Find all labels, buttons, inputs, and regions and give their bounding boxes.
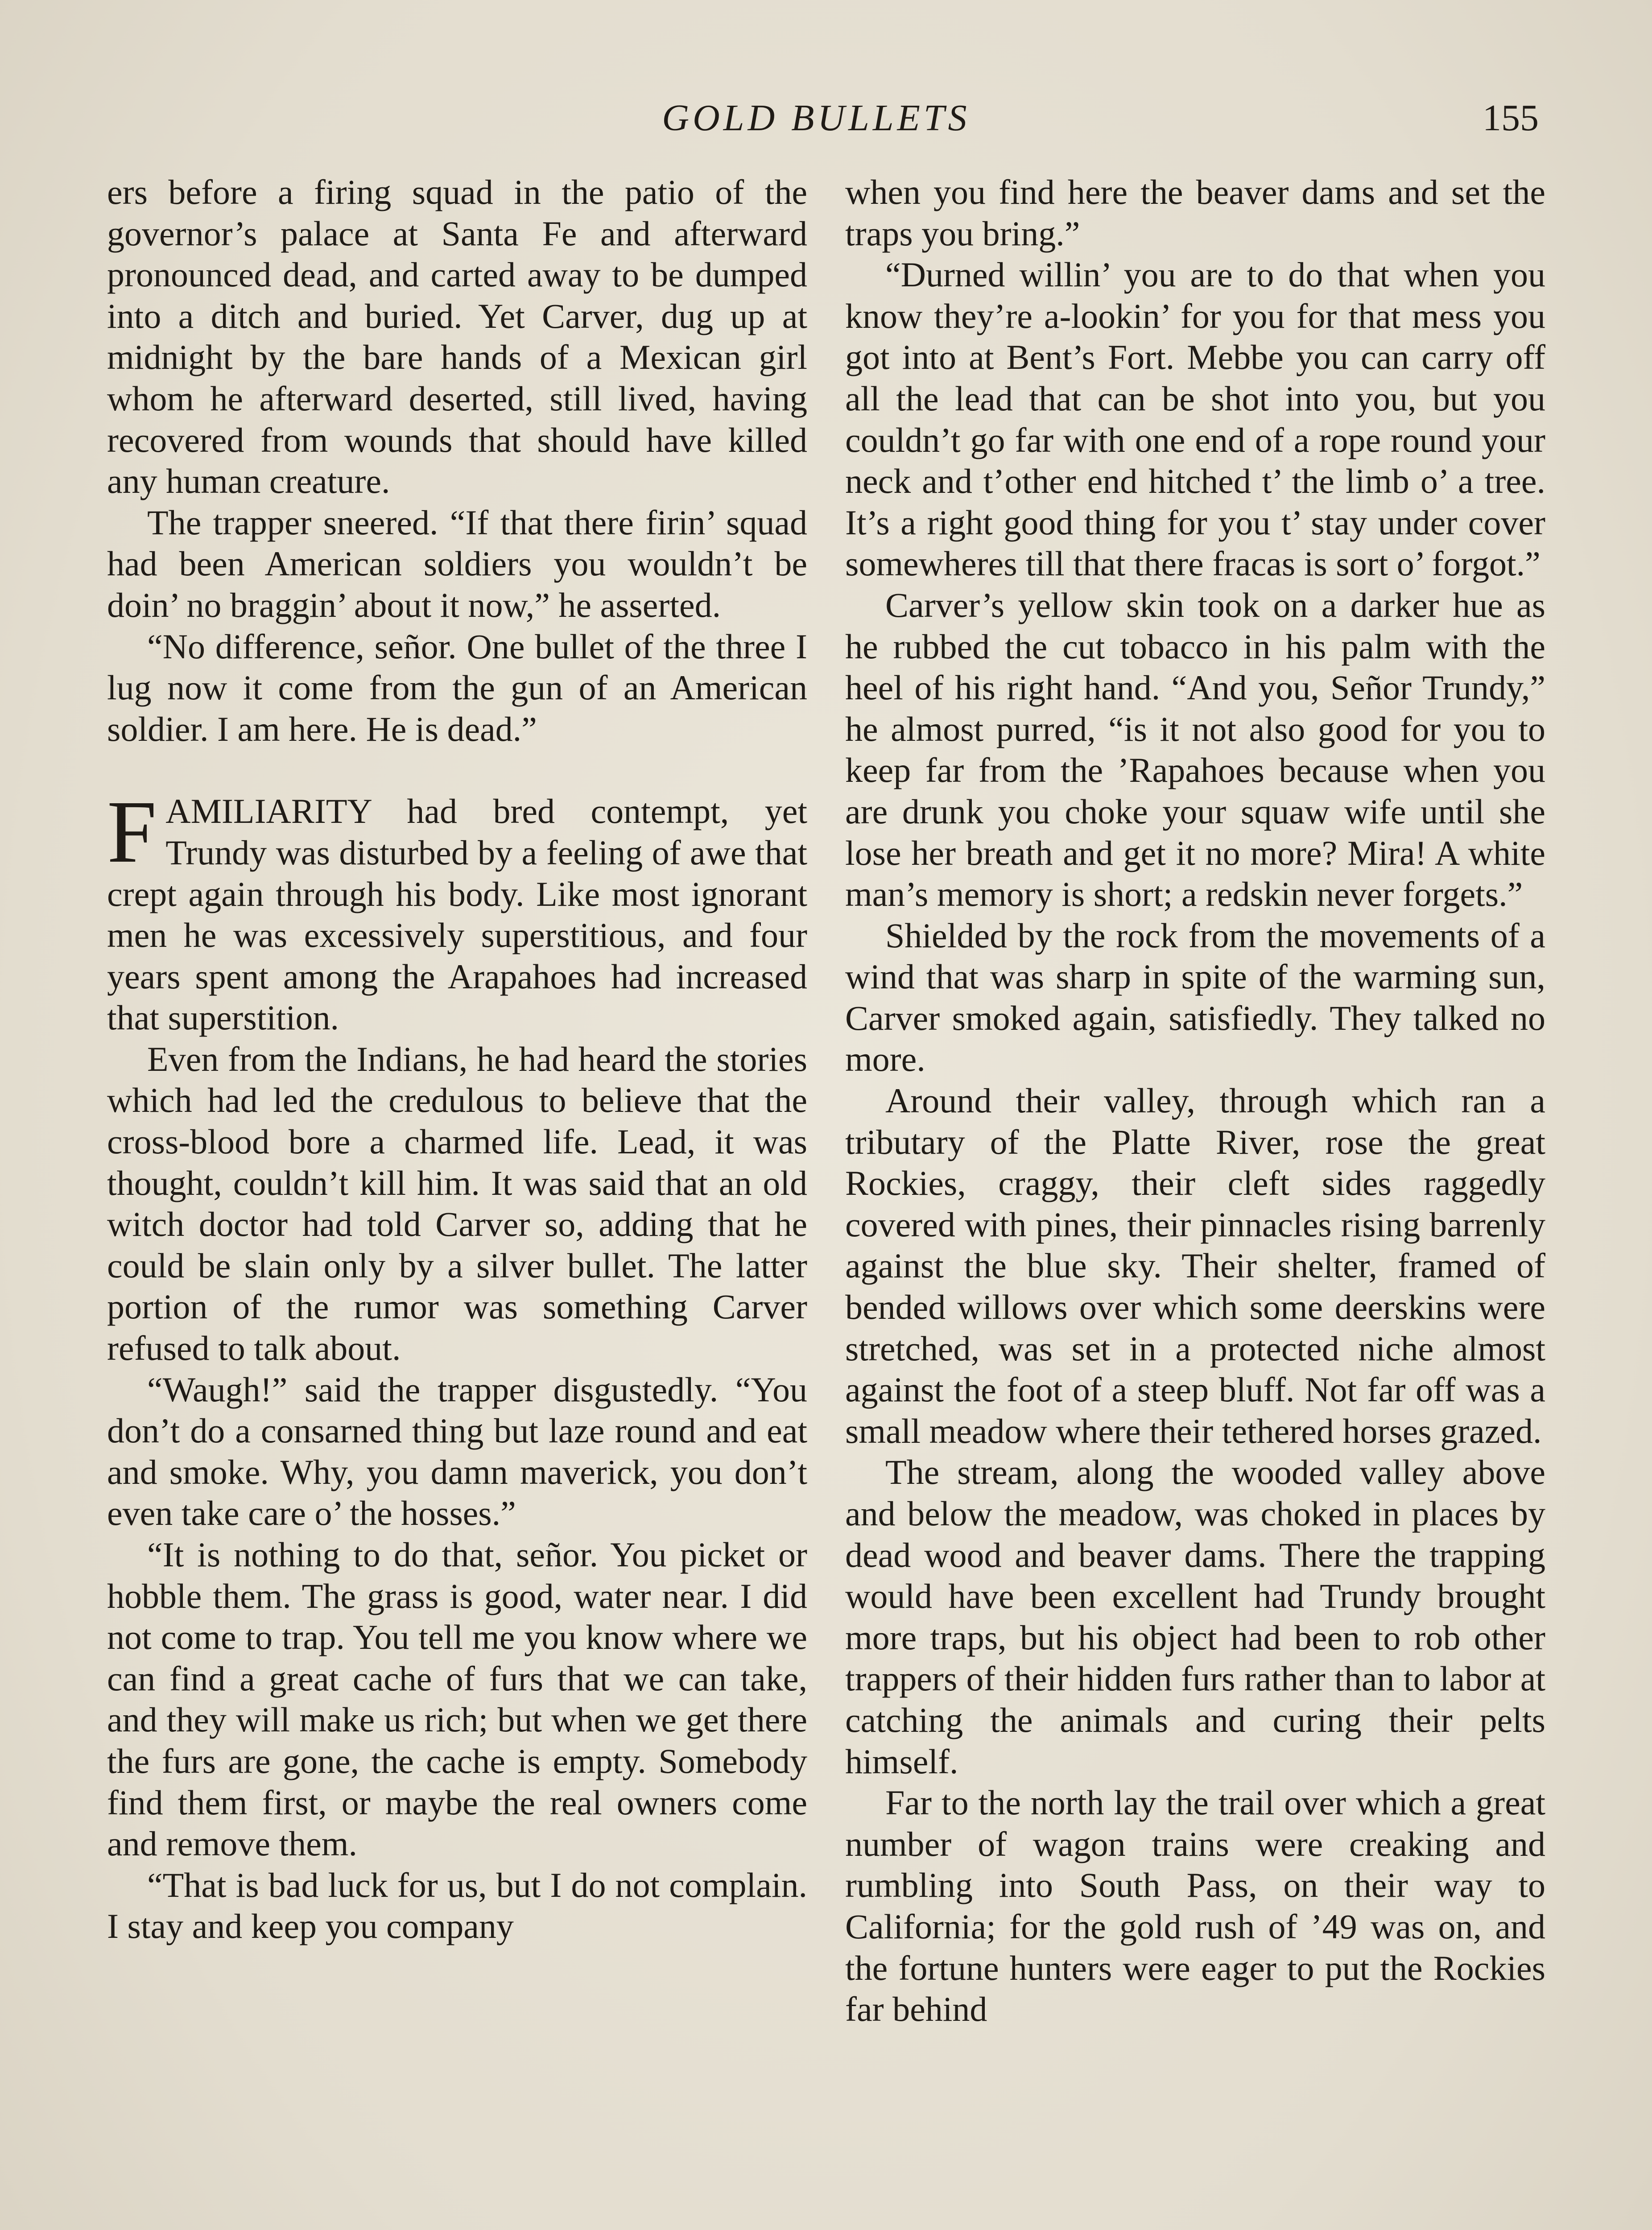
drop-cap: F — [107, 783, 157, 882]
paragraph: Far to the north lay the trail over which a great number of wagon trains were creaking and rumbling into South Pass, on their way to California; for the gold rush of ’49 was on, and the fortune hunters were eager to put the Rockies far behind — [845, 1783, 1545, 2029]
paragraph: Even from the Indians, he had heard the stories which had led the credulous to believe that the cross-blood bore a charmed life. Lead, it was thought, couldn’t kill him. It was said that an old witch doctor had told Carver so, adding that he could be slain only by a silver bullet. The latter portion of the rumor was something Carver refused to talk about. — [107, 1039, 807, 1368]
paragraph: ers before a firing squad in the patio of the governor’s palace at Santa Fe and afterward pronounced dead, and carted away to be dumped into a ditch and buried. Yet Carver, dug up at midnight by the bare hands of a Mexican girl whom he afterward deserted, still lived, having recovered from wounds that should have killed any human creature. — [107, 173, 807, 501]
running-head: GOLD BULLETS — [662, 97, 971, 139]
paragraph: Around their valley, through which ran a tributary of the Platte River, rose the great Rockies, craggy, their cleft sides raggedly covered with pines, their pinnacles rising barrenly against the blue sky. Their shelter, framed of bended willows over which some deerskins were stretched, was set in a protected niche almost against the foot of a steep bluff. Not far off was a small meadow where their tethered horses grazed. — [845, 1081, 1545, 1450]
paragraph: The trapper sneered. “If that there firin’ squad had been American soldiers you wouldn’t be doin’ no braggin’ about it now,” he asserted. — [107, 503, 807, 624]
paragraph: “Durned willin’ you are to do that when you know they’re a-lookin’ for you for that mess you got into at Bent’s Fort. Mebbe you can carry off all the lead that can be shot into you, but you couldn’t go far with one end of a rope round your neck and t’other end hitched t’ the limb o’ a tree. It’s a right good thing for you t’ stay under cover somewheres till that there fracas is sort o’ forgot.” — [845, 255, 1545, 583]
paragraph: “That is bad luck for us, but I do not complain. I stay and keep you company — [107, 1865, 807, 1946]
section-opening-paragraph — [107, 783, 807, 1039]
right-column — [845, 172, 1545, 2030]
paragraph: when you find here the beaver dams and set the traps you bring.” — [845, 173, 1545, 253]
paragraph: The stream, along the wooded valley above and below the meadow, was choked in places by dead wood and beaver dams. There the trapping would have been excellent had Trundy brought more traps, but his object had been to rob other trappers of their hidden furs rather than to labor at catching the animals and curing their pelts himself. — [845, 1453, 1545, 1781]
paragraph: “It is nothing to do that, señor. You picket or hobble them. The grass is good, water near. I did not come to trap. You tell me you know where we can find a great cache of furs that we can take, and they will make us rich; but when we get there the furs are gone, the cache is empty. Somebody find them first, or maybe the real owners come and remove them. — [107, 1535, 807, 1863]
paragraph: Carver’s yellow skin took on a darker hue as he rubbed the cut tobacco in his palm with the heel of his right hand. “And you, Señor Trundy,” he almost purred, “is it not also good for you to keep far from the ’Rapahoes because when you are drunk you choke your squaw wife until she lose her breath and get it no more? Mira! A white man’s memory is short; a redskin never forgets.” — [845, 585, 1545, 914]
page-number: 155 — [1483, 97, 1539, 139]
paragraph: “No difference, señor. One bullet of the three I lug now it come from the gun of an American soldier. I am here. He is dead.” — [107, 627, 807, 748]
left-column — [107, 172, 807, 1947]
section-lead-text: AMILIARITY had bred contempt, yet Trundy was disturbed by a feeling of awe that crept again through his body. Like most ignorant men he was excessively superstitious, and four years spent among the Arapahoes had increased that superstition. — [107, 792, 807, 1037]
paragraph: Shielded by the rock from the movements of a wind that was sharp in spite of the warming sun, Carver smoked again, satisfiedly. They talked no more. — [845, 916, 1545, 1079]
page-header — [0, 91, 1652, 145]
paragraph: “Waugh!” said the trapper disgustedly. “You don’t do a consarned thing but laze round and eat and smoke. Why, you damn maverick, you don’t even take care o’ the hosses.” — [107, 1370, 807, 1533]
